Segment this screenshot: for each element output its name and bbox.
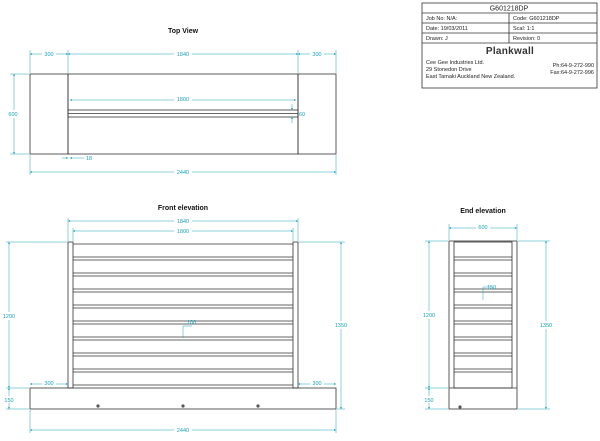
dim-1840-front: 1840 xyxy=(176,219,190,225)
end-inner-frame xyxy=(454,242,512,388)
dim-2440-front: 2440 xyxy=(176,428,190,434)
top-view-extension-lines xyxy=(10,50,336,175)
drawn-field: Drawn: J xyxy=(426,36,448,42)
front-post-right xyxy=(293,242,298,388)
front-elevation-title: Front elevation xyxy=(157,205,209,212)
dim-300-front-right: 300 xyxy=(312,381,322,387)
revision-field: Revision: 0 xyxy=(513,36,541,42)
dim-600: 600 xyxy=(8,112,18,118)
dim-150-front: 150 xyxy=(4,398,14,404)
dim-1800-front: 1800 xyxy=(176,229,190,235)
scale-field: Scal: 1:1 xyxy=(513,26,535,32)
dim-150-end: 150 xyxy=(424,398,434,404)
end-foot xyxy=(458,405,461,408)
base-foot xyxy=(181,404,184,407)
end-slats xyxy=(454,257,512,372)
job-number: Job No: N/A: xyxy=(426,16,458,22)
code-field: Code: G601218DP xyxy=(513,16,560,22)
date-field: Date: 19/03/2011 xyxy=(426,26,468,32)
left-end-block xyxy=(30,74,68,154)
title-block xyxy=(422,3,597,88)
company-name: Cee Gee Industries Ltd. xyxy=(426,60,485,66)
top-view xyxy=(7,28,336,176)
dim-300-left: 300 xyxy=(44,52,54,58)
middle-panel xyxy=(68,74,298,154)
dim-100-front: 100 xyxy=(187,320,197,326)
phone-number: Ph:64-9-272-990 xyxy=(552,63,594,69)
dim-300-front-left: 300 xyxy=(44,381,54,387)
end-elevation-title: End elevation xyxy=(460,208,506,215)
dim-150-end-slat: 150 xyxy=(487,285,497,291)
dim-600-end: 600 xyxy=(478,225,488,231)
brand-name: Plankwall xyxy=(485,46,535,57)
end-extension-lines xyxy=(422,224,553,409)
dim-2440-top: 2440 xyxy=(176,170,190,176)
fax-number: Fax:64-9-272-996 xyxy=(550,70,594,76)
base-foot xyxy=(256,404,259,407)
top-view-title: Top View xyxy=(167,28,199,35)
drawing-number: G601218DP xyxy=(489,5,529,13)
front-elevation xyxy=(1,205,350,434)
dim-60: 60 xyxy=(299,112,306,118)
front-slats xyxy=(73,244,293,385)
front-post-left xyxy=(68,242,73,388)
dim-1350-end: 1350 xyxy=(539,323,553,329)
dim-300-right: 300 xyxy=(312,52,322,58)
end-body xyxy=(449,241,517,409)
dim-18: 18 xyxy=(86,156,93,162)
address-line-2: East Tamaki Auckland New Zealand. xyxy=(426,74,516,80)
end-elevation xyxy=(420,208,554,409)
dim-1200-end: 1200 xyxy=(422,313,436,319)
dim-1800: 1800 xyxy=(176,97,190,103)
base-foot xyxy=(96,404,99,407)
dim-1840: 1840 xyxy=(176,52,190,58)
dim-1200-front: 1200 xyxy=(2,314,16,320)
address-line-1: 29 Stonedon Drive xyxy=(426,67,472,73)
dim-1350-front: 1350 xyxy=(334,323,348,329)
front-extension-lines xyxy=(6,218,348,433)
